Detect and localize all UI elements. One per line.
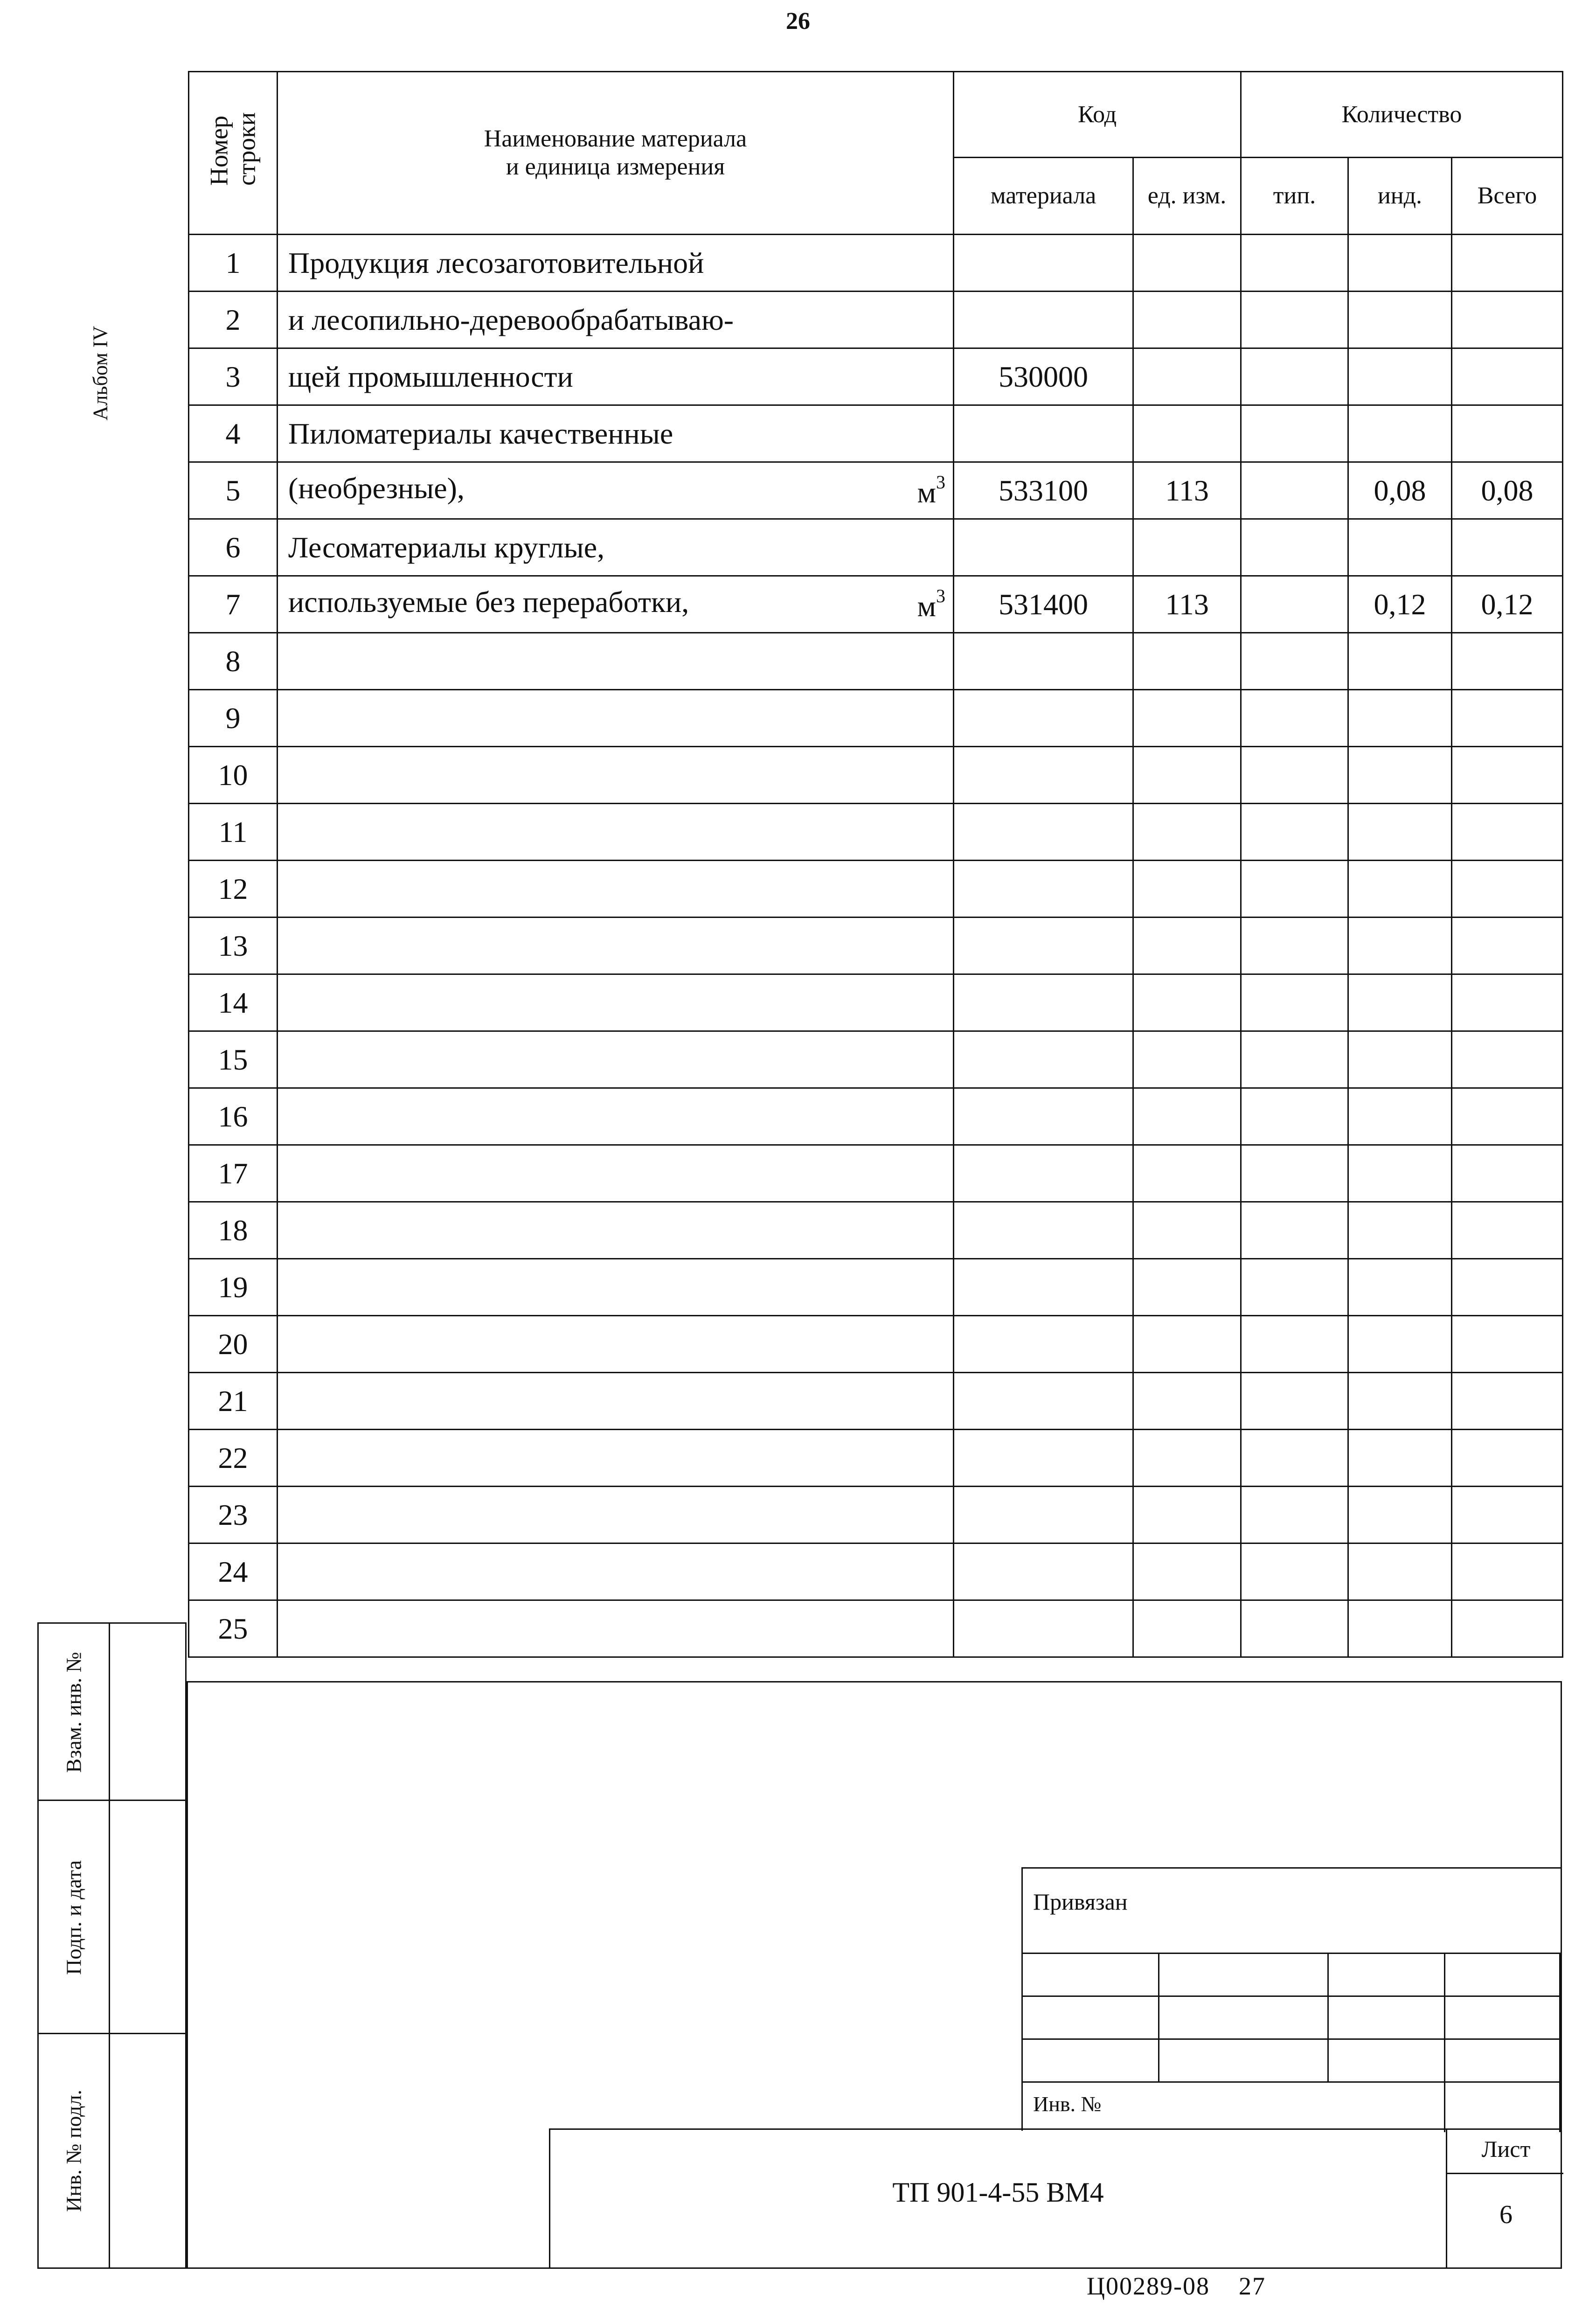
qty-typ-cell bbox=[1241, 633, 1348, 690]
row-number-cell: 25 bbox=[189, 1600, 278, 1657]
row-number-cell: 18 bbox=[189, 1202, 278, 1259]
qty-ind-cell bbox=[1348, 1316, 1452, 1373]
row-number-cell: 4 bbox=[189, 405, 278, 462]
qty-typ-cell bbox=[1241, 1202, 1348, 1259]
material-name-text: щей промышленности bbox=[288, 360, 573, 393]
qty-typ-cell bbox=[1241, 1487, 1348, 1543]
header-qty-group: Количество bbox=[1241, 72, 1563, 158]
material-code-cell bbox=[954, 633, 1133, 690]
row-number-cell: 2 bbox=[189, 292, 278, 348]
table-row bbox=[189, 690, 1563, 747]
unit-superscript: 3 bbox=[936, 472, 945, 493]
row-number-cell: 21 bbox=[189, 1373, 278, 1430]
sign-date-cell bbox=[39, 1801, 187, 2034]
table-row bbox=[189, 1373, 1563, 1430]
inv-original-cell bbox=[39, 2034, 187, 2267]
stamp-strip bbox=[37, 1622, 187, 2269]
table-row bbox=[189, 462, 1563, 519]
qty-total-cell bbox=[1452, 1202, 1563, 1259]
qty-total-cell bbox=[1452, 747, 1563, 804]
unit-code-cell bbox=[1133, 1487, 1241, 1543]
table-row bbox=[189, 292, 1563, 348]
material-code-cell bbox=[954, 974, 1133, 1031]
table-row bbox=[189, 918, 1563, 974]
material-name-cell bbox=[278, 1430, 954, 1487]
table-row bbox=[189, 861, 1563, 918]
unit-code-cell: 113 bbox=[1133, 576, 1241, 633]
table-row bbox=[189, 1487, 1563, 1543]
qty-ind-cell bbox=[1348, 1259, 1452, 1316]
qty-ind-cell: 0,08 bbox=[1348, 462, 1452, 519]
material-code-cell: 533100 bbox=[954, 462, 1133, 519]
material-code-cell bbox=[954, 1316, 1133, 1373]
material-code-cell bbox=[954, 1031, 1133, 1088]
material-code-cell bbox=[954, 747, 1133, 804]
qty-total-cell bbox=[1452, 1316, 1563, 1373]
material-name-cell bbox=[278, 633, 954, 690]
table-row bbox=[189, 1145, 1563, 1202]
qty-total-cell bbox=[1452, 1487, 1563, 1543]
header-row-number bbox=[189, 72, 278, 235]
material-name-cell bbox=[278, 292, 954, 348]
table-row bbox=[189, 1316, 1563, 1373]
material-name-cell bbox=[278, 1259, 954, 1316]
unit-code-cell bbox=[1133, 1259, 1241, 1316]
material-name-cell bbox=[278, 1487, 954, 1543]
table-row bbox=[189, 804, 1563, 861]
table-row bbox=[189, 633, 1563, 690]
sheet-number: 6 bbox=[1499, 2200, 1513, 2229]
title-block bbox=[549, 2128, 1562, 2269]
row-number-cell: 24 bbox=[189, 1543, 278, 1600]
row-number-cell: 6 bbox=[189, 519, 278, 576]
unit-label bbox=[917, 471, 953, 510]
qty-total-cell bbox=[1452, 1430, 1563, 1487]
qty-total-cell bbox=[1452, 1600, 1563, 1657]
material-name-text: используемые без переработки, bbox=[288, 585, 689, 619]
table-row bbox=[189, 1430, 1563, 1487]
replaced-inv-label: Взам. инв. № bbox=[62, 1652, 86, 1773]
qty-typ-cell bbox=[1241, 1145, 1348, 1202]
qty-total-cell bbox=[1452, 633, 1563, 690]
qty-typ-cell bbox=[1241, 348, 1348, 405]
material-code-cell bbox=[954, 1088, 1133, 1145]
qty-typ-cell bbox=[1241, 974, 1348, 1031]
qty-ind-cell bbox=[1348, 348, 1452, 405]
qty-typ-cell bbox=[1241, 804, 1348, 861]
table-row bbox=[189, 1543, 1563, 1600]
qty-total-cell bbox=[1452, 1031, 1563, 1088]
unit-code-cell bbox=[1133, 292, 1241, 348]
qty-total-cell bbox=[1452, 292, 1563, 348]
qty-total-cell bbox=[1452, 918, 1563, 974]
row-number-cell: 15 bbox=[189, 1031, 278, 1088]
table-row bbox=[189, 1088, 1563, 1145]
material-name-cell bbox=[278, 1202, 954, 1259]
header-name bbox=[278, 72, 954, 235]
material-name-cell bbox=[278, 405, 954, 462]
row-number-cell: 19 bbox=[189, 1259, 278, 1316]
material-name-cell bbox=[278, 1031, 954, 1088]
qty-total-cell bbox=[1452, 1088, 1563, 1145]
table-row bbox=[189, 1600, 1563, 1657]
sheet-label: Лист bbox=[1481, 2136, 1531, 2162]
qty-typ-cell bbox=[1241, 519, 1348, 576]
unit-code-cell bbox=[1133, 348, 1241, 405]
qty-ind-cell bbox=[1348, 1430, 1452, 1487]
table-row bbox=[189, 348, 1563, 405]
material-name-cell bbox=[278, 1543, 954, 1600]
material-code-cell: 530000 bbox=[954, 348, 1133, 405]
material-code-cell: 531400 bbox=[954, 576, 1133, 633]
unit-code-cell bbox=[1133, 1316, 1241, 1373]
qty-total-cell bbox=[1452, 804, 1563, 861]
qty-typ-cell bbox=[1241, 235, 1348, 292]
row-number-cell: 23 bbox=[189, 1487, 278, 1543]
qty-typ-cell bbox=[1241, 918, 1348, 974]
material-code-cell bbox=[954, 1259, 1133, 1316]
qty-typ-cell bbox=[1241, 1430, 1348, 1487]
material-code-cell bbox=[954, 405, 1133, 462]
row-number-cell: 17 bbox=[189, 1145, 278, 1202]
material-code-cell bbox=[954, 1373, 1133, 1430]
material-name-cell bbox=[278, 1316, 954, 1373]
unit-code-cell bbox=[1133, 1031, 1241, 1088]
unit-code-cell bbox=[1133, 1373, 1241, 1430]
page-number: 26 bbox=[786, 8, 810, 35]
sheet-box bbox=[1446, 2130, 1563, 2269]
unit-code-cell bbox=[1133, 1430, 1241, 1487]
qty-ind-cell bbox=[1348, 1487, 1452, 1543]
unit-code-cell bbox=[1133, 747, 1241, 804]
table-row bbox=[189, 576, 1563, 633]
qty-total-cell bbox=[1452, 348, 1563, 405]
material-code-cell bbox=[954, 1202, 1133, 1259]
qty-total-cell: 0,08 bbox=[1452, 462, 1563, 519]
material-code-cell bbox=[954, 1487, 1133, 1543]
qty-total-cell bbox=[1452, 1543, 1563, 1600]
material-name-cell bbox=[278, 1145, 954, 1202]
material-code-cell bbox=[954, 918, 1133, 974]
material-name-cell bbox=[278, 462, 954, 519]
material-code-cell bbox=[954, 1543, 1133, 1600]
qty-total-cell bbox=[1452, 405, 1563, 462]
unit-code-cell bbox=[1133, 690, 1241, 747]
material-code-cell bbox=[954, 861, 1133, 918]
header-name-text: Наименование материала и единица измерения bbox=[484, 125, 747, 180]
qty-total-cell bbox=[1452, 235, 1563, 292]
table-row bbox=[189, 519, 1563, 576]
material-name-cell bbox=[278, 690, 954, 747]
header-qty-total: Всего bbox=[1452, 158, 1563, 235]
row-number-cell: 20 bbox=[189, 1316, 278, 1373]
unit-code-cell bbox=[1133, 405, 1241, 462]
material-name-cell bbox=[278, 576, 954, 633]
row-number-cell: 5 bbox=[189, 462, 278, 519]
qty-ind-cell bbox=[1348, 804, 1452, 861]
qty-ind-cell bbox=[1348, 974, 1452, 1031]
qty-typ-cell bbox=[1241, 462, 1348, 519]
qty-total-cell bbox=[1452, 1259, 1563, 1316]
unit-code-cell bbox=[1133, 918, 1241, 974]
material-name-text: Лесоматериалы круглые, bbox=[288, 530, 605, 564]
row-number-cell: 9 bbox=[189, 690, 278, 747]
qty-typ-cell bbox=[1241, 1600, 1348, 1657]
qty-typ-cell bbox=[1241, 747, 1348, 804]
qty-total-cell bbox=[1452, 690, 1563, 747]
material-code-cell bbox=[954, 292, 1133, 348]
qty-typ-cell bbox=[1241, 1373, 1348, 1430]
row-number-cell: 10 bbox=[189, 747, 278, 804]
unit-code-cell bbox=[1133, 519, 1241, 576]
material-code-cell bbox=[954, 519, 1133, 576]
row-number-cell: 1 bbox=[189, 235, 278, 292]
row-number-cell: 12 bbox=[189, 861, 278, 918]
header-row-number-text: Номер строки bbox=[205, 112, 261, 186]
material-name-text: (необрезные), bbox=[288, 472, 465, 505]
table-row bbox=[189, 1259, 1563, 1316]
table-row bbox=[189, 747, 1563, 804]
material-code-cell bbox=[954, 804, 1133, 861]
material-code-cell bbox=[954, 1145, 1133, 1202]
qty-typ-cell bbox=[1241, 1088, 1348, 1145]
unit-superscript: 3 bbox=[936, 585, 945, 606]
unit-code-cell: 113 bbox=[1133, 462, 1241, 519]
qty-ind-cell bbox=[1348, 292, 1452, 348]
qty-ind-cell bbox=[1348, 1202, 1452, 1259]
row-number-cell: 22 bbox=[189, 1430, 278, 1487]
qty-ind-cell bbox=[1348, 1145, 1452, 1202]
material-name-cell bbox=[278, 519, 954, 576]
unit-text: м bbox=[917, 590, 936, 623]
unit-code-cell bbox=[1133, 235, 1241, 292]
qty-typ-cell bbox=[1241, 1316, 1348, 1373]
qty-ind-cell bbox=[1348, 633, 1452, 690]
table-row bbox=[189, 1202, 1563, 1259]
qty-typ-cell bbox=[1241, 690, 1348, 747]
unit-code-cell bbox=[1133, 804, 1241, 861]
qty-total-cell bbox=[1452, 519, 1563, 576]
qty-ind-cell bbox=[1348, 1543, 1452, 1600]
sign-date-label: Подп. и дата bbox=[62, 1860, 86, 1975]
qty-typ-cell bbox=[1241, 1543, 1348, 1600]
qty-typ-cell bbox=[1241, 1031, 1348, 1088]
header-code-unit: ед. изм. bbox=[1133, 158, 1241, 235]
row-number-cell: 3 bbox=[189, 348, 278, 405]
qty-typ-cell bbox=[1241, 576, 1348, 633]
qty-typ-cell bbox=[1241, 1259, 1348, 1316]
footer-code: Ц00289-08 27 bbox=[1087, 2272, 1266, 2300]
row-number-cell: 13 bbox=[189, 918, 278, 974]
qty-typ-cell bbox=[1241, 405, 1348, 462]
header-qty-typ: тип. bbox=[1241, 158, 1348, 235]
material-name-cell bbox=[278, 861, 954, 918]
material-name-cell bbox=[278, 235, 954, 292]
row-number-cell: 8 bbox=[189, 633, 278, 690]
qty-ind-cell bbox=[1348, 1031, 1452, 1088]
qty-ind-cell bbox=[1348, 1373, 1452, 1430]
material-name-cell bbox=[278, 918, 954, 974]
unit-text: м bbox=[917, 476, 936, 509]
table-row bbox=[189, 405, 1563, 462]
unit-code-cell bbox=[1133, 1145, 1241, 1202]
qty-ind-cell bbox=[1348, 1600, 1452, 1657]
bound-label: Привязан bbox=[1033, 1889, 1128, 1915]
unit-code-cell bbox=[1133, 1202, 1241, 1259]
row-number-cell: 16 bbox=[189, 1088, 278, 1145]
material-code-cell bbox=[954, 235, 1133, 292]
qty-total-cell bbox=[1452, 1373, 1563, 1430]
qty-total-cell bbox=[1452, 861, 1563, 918]
unit-code-cell bbox=[1133, 974, 1241, 1031]
qty-total-cell bbox=[1452, 1145, 1563, 1202]
qty-ind-cell bbox=[1348, 861, 1452, 918]
replaced-inv-cell bbox=[39, 1624, 187, 1801]
qty-typ-cell bbox=[1241, 292, 1348, 348]
material-code-cell bbox=[954, 1600, 1133, 1657]
materials-table bbox=[188, 71, 1563, 1658]
material-name-text: Пиломатериалы качественные bbox=[288, 417, 673, 450]
header-code-group: Код bbox=[954, 72, 1241, 158]
material-name-cell bbox=[278, 1373, 954, 1430]
unit-label bbox=[917, 585, 953, 624]
material-name-cell bbox=[278, 348, 954, 405]
qty-ind-cell bbox=[1348, 747, 1452, 804]
header-code-material: материала bbox=[954, 158, 1133, 235]
table-row bbox=[189, 974, 1563, 1031]
qty-ind-cell bbox=[1348, 405, 1452, 462]
qty-ind-cell bbox=[1348, 1088, 1452, 1145]
material-code-cell bbox=[954, 1430, 1133, 1487]
unit-code-cell bbox=[1133, 1088, 1241, 1145]
qty-typ-cell bbox=[1241, 861, 1348, 918]
material-name-cell bbox=[278, 1088, 954, 1145]
material-name-cell bbox=[278, 974, 954, 1031]
row-number-cell: 14 bbox=[189, 974, 278, 1031]
material-name-text: и лесопильно-деревообрабатываю- bbox=[288, 303, 734, 336]
header-qty-ind: инд. bbox=[1348, 158, 1452, 235]
unit-code-cell bbox=[1133, 861, 1241, 918]
inv-original-label: Инв. № подл. bbox=[62, 2089, 86, 2212]
qty-ind-cell bbox=[1348, 918, 1452, 974]
qty-ind-cell bbox=[1348, 519, 1452, 576]
album-label: Альбом IV bbox=[89, 326, 112, 421]
qty-total-cell: 0,12 bbox=[1452, 576, 1563, 633]
unit-code-cell bbox=[1133, 1543, 1241, 1600]
material-code-cell bbox=[954, 690, 1133, 747]
inv-label: Инв. № bbox=[1033, 2092, 1102, 2116]
qty-total-cell bbox=[1452, 974, 1563, 1031]
qty-ind-cell bbox=[1348, 690, 1452, 747]
material-name-cell bbox=[278, 747, 954, 804]
unit-code-cell bbox=[1133, 633, 1241, 690]
material-name-cell bbox=[278, 1600, 954, 1657]
qty-ind-cell bbox=[1348, 235, 1452, 292]
binding-block bbox=[1021, 1867, 1562, 2131]
document-code: ТП 901-4-55 ВМ4 bbox=[892, 2177, 1104, 2208]
material-name-cell bbox=[278, 804, 954, 861]
qty-ind-cell: 0,12 bbox=[1348, 576, 1452, 633]
material-name-text: Продукция лесозаготовительной bbox=[288, 246, 704, 279]
unit-code-cell bbox=[1133, 1600, 1241, 1657]
row-number-cell: 11 bbox=[189, 804, 278, 861]
table-row bbox=[189, 1031, 1563, 1088]
row-number-cell: 7 bbox=[189, 576, 278, 633]
table-row bbox=[189, 235, 1563, 292]
